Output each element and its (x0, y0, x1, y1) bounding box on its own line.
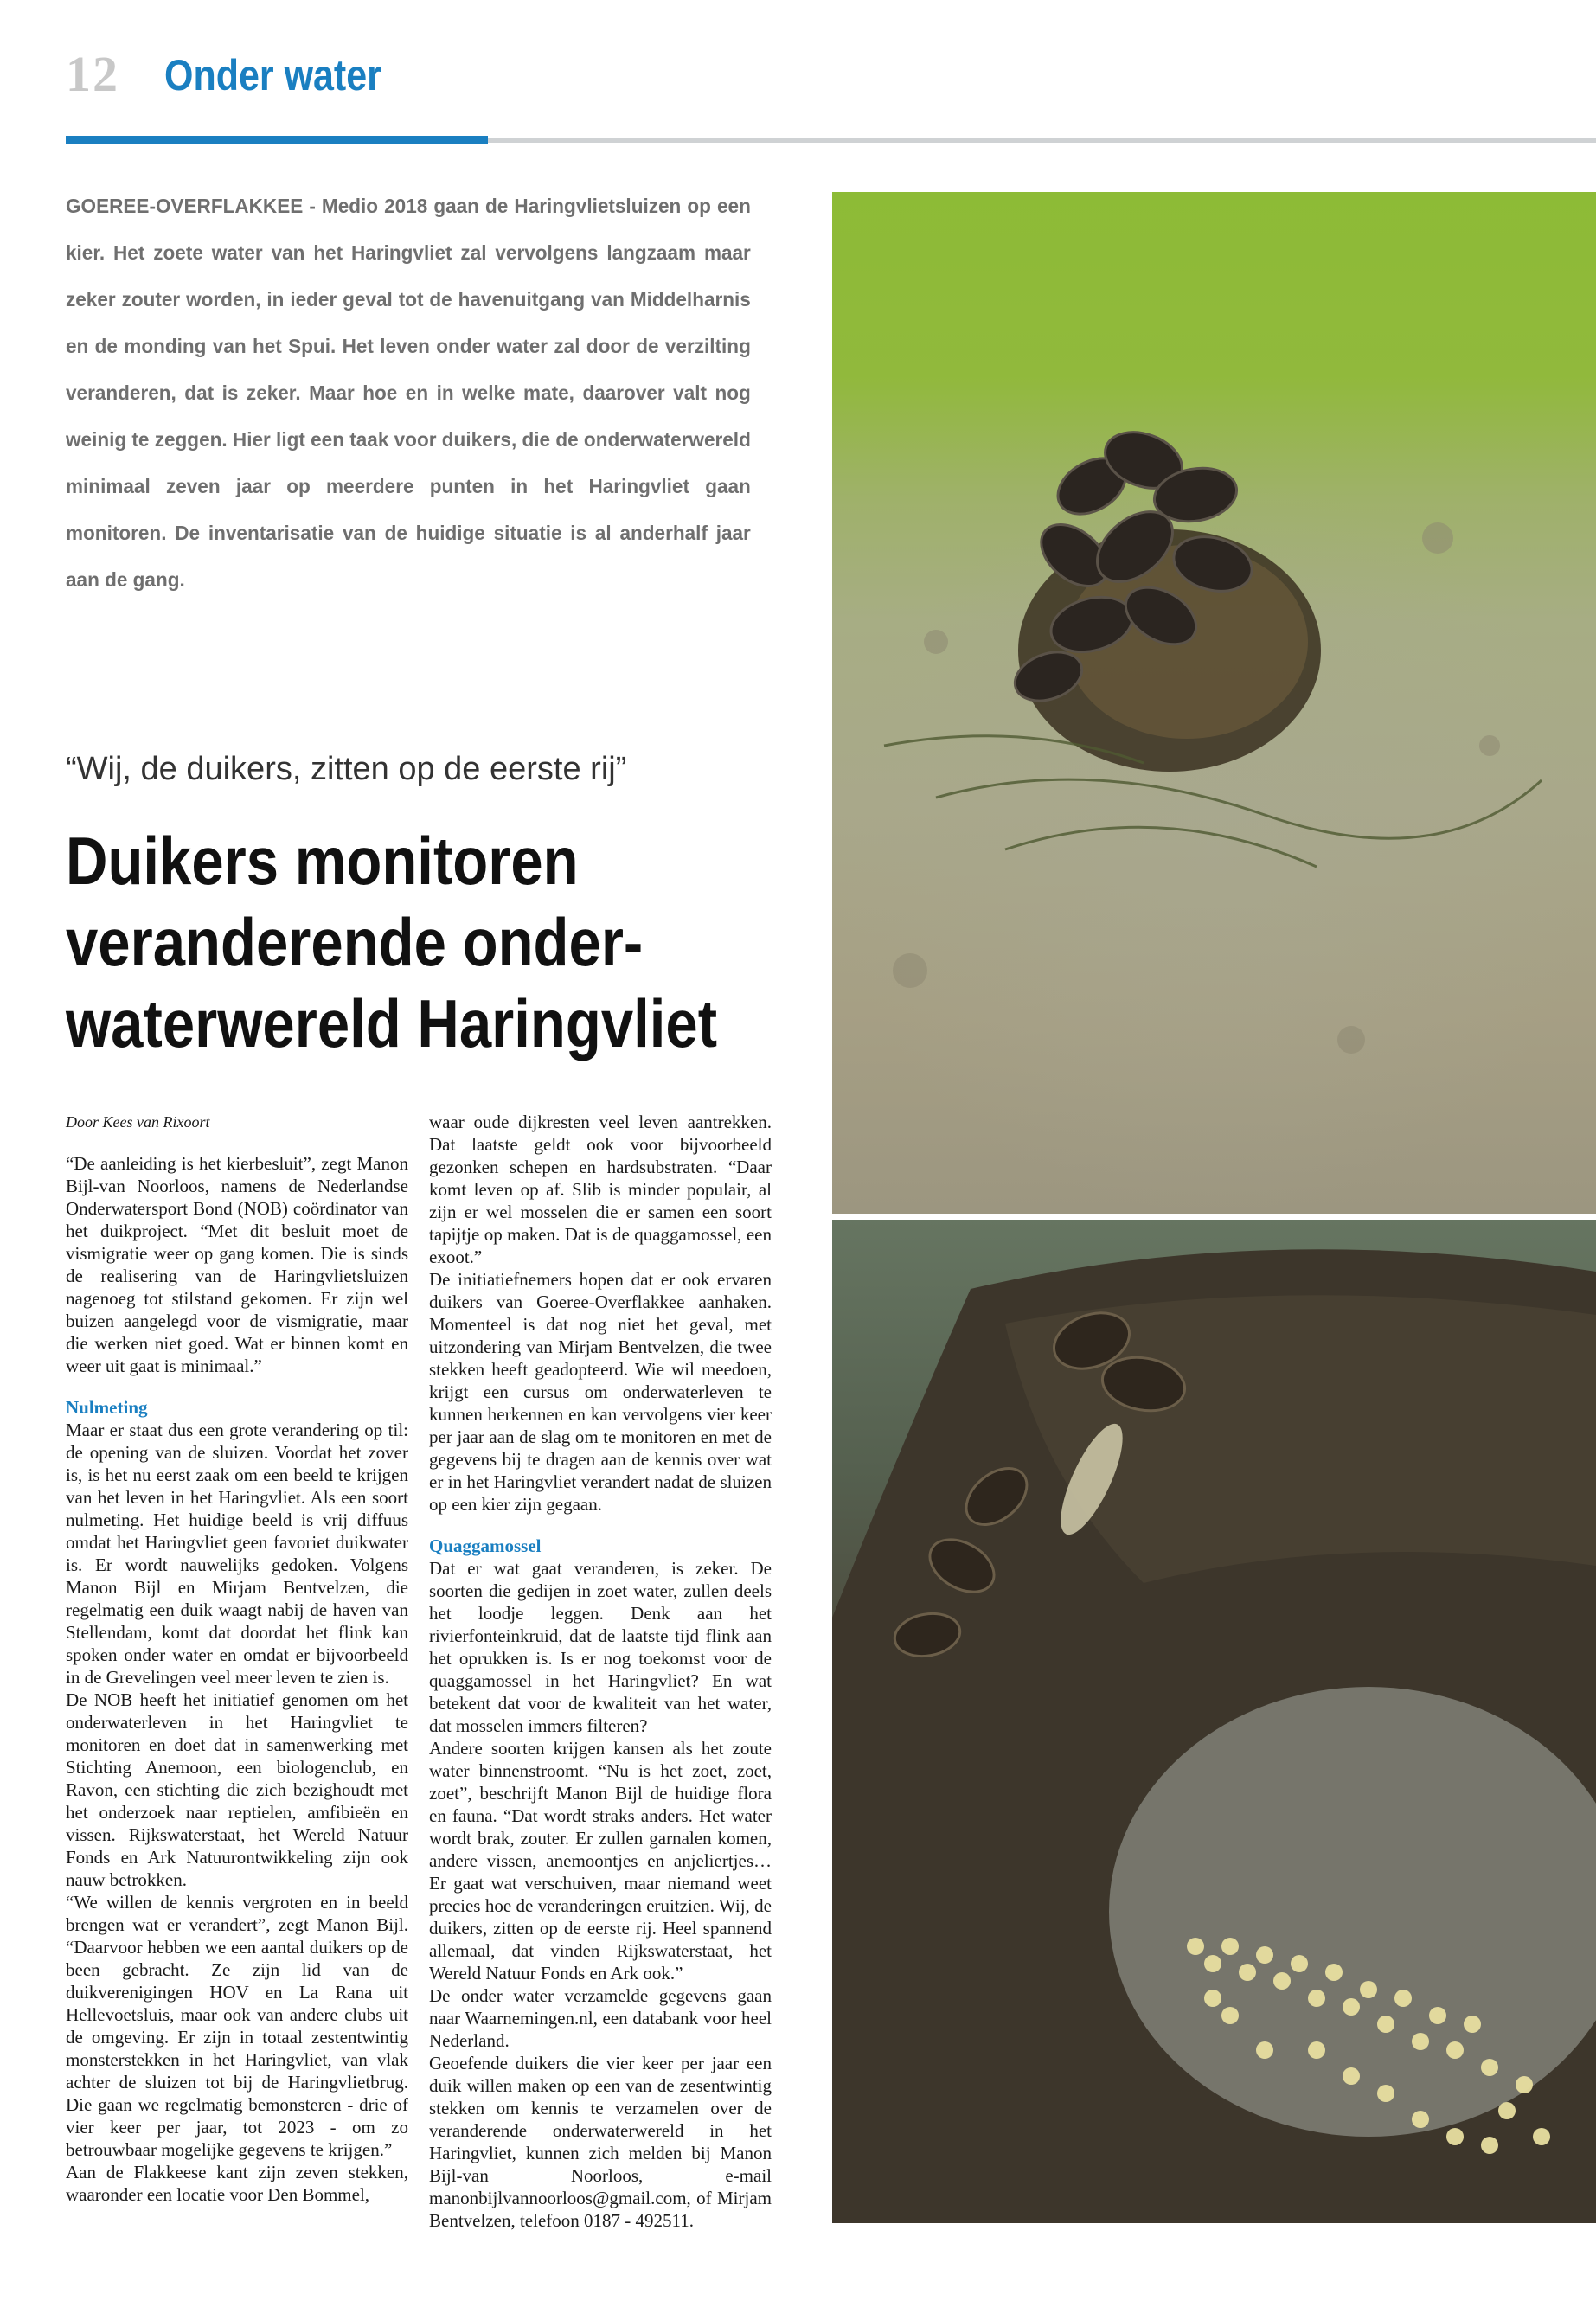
page-number: 12 (66, 46, 119, 102)
article-paragraph: Maar er staat dus een grote verandering op til: de opening van de sluizen. Voordat het zover is, is het nu eerst zaak om een beeld te krijgen van het leven in het Haringvliet. Als een soort nulmeting. Het huidige beeld is vrij diffuus omdat het Haringvliet geen favoriet duikwater is. Er wordt nauwelijks gedoken. Volgens Manon Bijl en Mirjam Bentvelzen, die regelmatig een duik waagt nabij de haven van Stellendam, komt dat doordat het flink kan spoken onder water en omdat er bijvoorbeeld in de Grevelingen veel meer leven te zien is. (66, 1420, 408, 1688)
article-paragraph: De initiatiefnemers hopen dat er ook ervaren duikers van Goeree-Overflakkee aanhaken. Momenteel is dat nog niet het geval, met uitzondering van Mirjam Bentvelzen, die twee stekken heeft geadopteerd. Wie wil meedoen, krijgt een cursus om onderwaterleven te kunnen herkennen en kan vervolgens vier keer per jaar aan de slag om te monitoren en met de gegevens bij te dragen aan de kennis over wat er in het Haringvliet verandert nadat de sluizen op een kier zijn gegaan. (429, 1269, 772, 1515)
article-column-1 (66, 1111, 408, 2206)
pull-quote: “Wij, de duikers, zitten op de eerste rij” (66, 751, 627, 787)
article-paragraph: Andere soorten krijgen kansen als het zoute water binnenstroomt. “Nu is het zoet, zoet, zoet”, beschrijft Manon Bijl de huidige flora en fauna. “Dat wordt straks anders. Het water wordt brak, zouter. Er zullen garnalen komen, andere vissen, anemoontjes en anjeliertjes… Er gaat wat verschuiven, maar niemand weet precies hoe de veranderingen eruitzien. Wij, de duikers, zitten op de eerste rij. Heel spannend allemaal, dat vinden Rijkswaterstaat, het Wereld Natuur Fonds en Ark ook.” (429, 1738, 772, 1984)
article-paragraph: Aan de Flakkeese kant zijn zeven stekken, waaronder een locatie voor Den Bommel, (66, 2162, 408, 2205)
rock-illustration (832, 1220, 1596, 2223)
byline: Door Kees van Rixoort (66, 1113, 210, 1131)
section-title: Onder water (164, 51, 381, 99)
photo-mussels-green-water (832, 192, 1596, 1214)
article-paragraph: Geoefende duikers die vier keer per jaar een duik willen maken op een van de zesentwintig stekken om kennis te verzamelen over de veranderende onderwaterwereld in het Haringvliet, kunnen zich melden bij Manon Bijl-van Noorloos, e-mail manonbijlvannoorloos@gmail.com, of Mirjam Bentvelzen, telefoon 0187 - 492511. (429, 2053, 772, 2231)
article-headline: Duikers monitoren veranderende onder- waterwereld Haringvliet (66, 823, 718, 1061)
article-paragraph: “We willen de kennis vergroten en in beeld brengen wat er verandert”, zegt Manon Bijl. “Daarvoor hebben we een aantal duikers op de been gebracht. Ze zijn lid van de duikverenigingen HOV en La Rana uit Hellevoetsluis, maar ook van andere clubs uit de omgeving. Er zijn in totaal zestentwintig monsterstekken in het Haringvliet, van vlak achter de sluizen tot bij de Haringvlietbrug. Die gaan we regelmatig bemonsteren - drie of vier keer per jaar, tot 2023 - om zo betrouwbaar mogelijke gegevens te krijgen.” (66, 1892, 408, 2160)
header-rule-accent (66, 136, 488, 144)
article-paragraph: waar oude dijkresten veel leven aantrekken. Dat laatste geldt ook voor bijvoorbeeld gezonken schepen en hardsubstraten. “Daar komt leven op af. Slib is minder populair, al zijn er wel mosselen die er samen een soort tapijtje op maken. Dat is de quaggamossel, een exoot.” (429, 1112, 772, 1267)
article-paragraph: De NOB heeft het initiatief genomen om het onderwaterleven in het Haringvliet te monitoren en doet dat in samenwerking met Stichting Anemoon, een biologenclub, en Ravon, een stichting die zich bezighoudt met het onderzoek naar reptielen, amfibieën en vissen. Rijkswaterstaat, het Wereld Natuur Fonds en Ark Natuurontwikkeling zijn ook nauw betrokken. (66, 1689, 408, 1890)
article-paragraph: De onder water verzamelde gegevens gaan naar Waarnemingen.nl, een databank voor heel Nederland. (429, 1985, 772, 2051)
article-paragraph: Dat er wat gaat veranderen, is zeker. De soorten die gedijen in zoet water, zullen deels het loodje leggen. Denk aan het rivierfonteinkruid, dat de laatste tijd flink aan het oprukken is. Is er nog toekomst voor de quaggamossel in het Haringvliet? En wat betekent dat voor de kwaliteit van het water, dat mosselen immers filteren? (429, 1558, 772, 1736)
article-paragraph: “De aanleiding is het kierbesluit”, zegt Manon Bijl-van Noorloos, namens de Nederlandse Onderwatersport Bond (NOB) coördinator van het duikproject. “Met dit besluit moet de vismigratie weer op gang komen. Die is sinds de realisering van de Haringvlietsluizen nagenoeg tot stilstand gekomen. Er zijn wel buizen aangelegd voor de vismigratie, maar die werken niet goed. Wat er binnen komt en weer uit gaat is minimaal.” (66, 1153, 408, 1376)
subhead-quaggamossel: Quaggamossel (429, 1535, 542, 1556)
article-column-2 (429, 1111, 772, 2232)
photo-quagga-mussels-rock (832, 1220, 1596, 2223)
subhead-nulmeting: Nulmeting (66, 1397, 148, 1418)
header-rule (488, 138, 1596, 143)
mussel-illustration (832, 192, 1596, 1214)
intro-paragraph: GOEREE-OVERFLAKKEE - Medio 2018 gaan de Haringvlietsluizen op een kier. Het zoete water van het Haringvliet zal vervolgens langzaam maar zeker zouter worden, in ieder geval tot de havenuitgang van Middelharnis en de monding van het Spui. Het leven onder water zal door de verzilting veranderen, dat is zeker. Maar hoe en in welke mate, daarover valt nog weinig te zeggen. Hier ligt een taak voor duikers, die de onderwaterwereld minimaal zeven jaar op meerdere punten in het Haringvliet gaan monitoren. De inventarisatie van de huidige situatie is al anderhalf jaar aan de gang. (66, 195, 751, 591)
